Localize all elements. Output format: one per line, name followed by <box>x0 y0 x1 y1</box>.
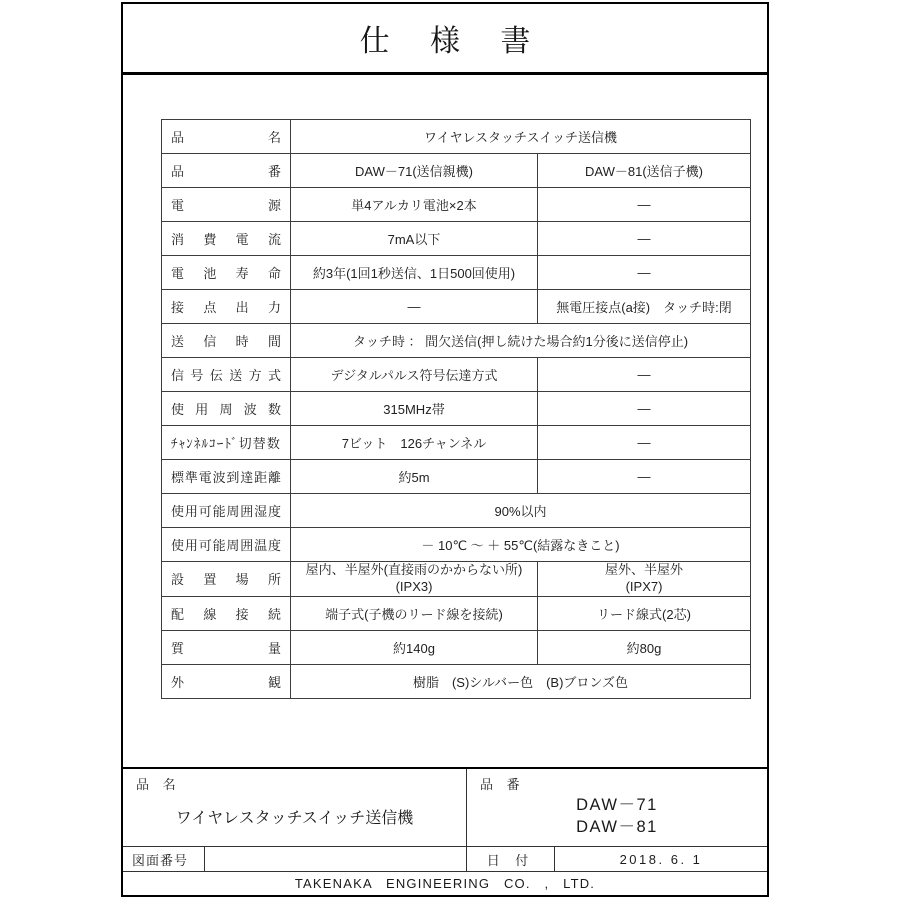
table-row <box>162 494 751 528</box>
model-number-line: DAW－81 <box>576 817 658 836</box>
document-frame <box>121 2 769 897</box>
spec-cell: 約80g <box>538 630 751 664</box>
spec-cell-line: (IPX7) <box>625 578 663 594</box>
row-label: 電源 <box>162 188 291 222</box>
row-label: ﾁｬﾝﾈﾙｺｰﾄﾞ切替数 <box>162 426 291 460</box>
company-row <box>123 872 767 895</box>
product-name-cell <box>123 769 467 846</box>
title-box <box>123 4 767 75</box>
table-row <box>162 596 751 630</box>
title-block <box>123 767 767 895</box>
table-row <box>162 460 751 494</box>
spec-cell: DAW－71(送信親機) <box>291 154 538 188</box>
spec-cell-line: 屋内、半屋外(直接雨のかからない所) <box>305 562 523 577</box>
spec-cell: — <box>538 426 751 460</box>
model-number-cell <box>467 769 767 846</box>
company-name: TAKENAKA ENGINEERING CO. , LTD. <box>294 876 596 891</box>
row-label: 消費電流 <box>162 222 291 256</box>
table-row <box>162 664 751 698</box>
spec-cell: 約140g <box>291 630 538 664</box>
spec-cell <box>538 562 751 597</box>
spec-cell: 約3年(1回1秒送信、1日500回使用) <box>291 256 538 290</box>
spec-cell: — <box>538 392 751 426</box>
table-row <box>162 222 751 256</box>
date-label: 日 付 <box>467 847 555 871</box>
product-name-label: 品 名 <box>136 777 181 792</box>
table-row <box>162 528 751 562</box>
row-label: 電池寿命 <box>162 256 291 290</box>
spec-cell: 315MHz帯 <box>291 392 538 426</box>
spec-cell: — <box>538 460 751 494</box>
spec-cell <box>291 562 538 597</box>
row-label: 信号伝送方式 <box>162 358 291 392</box>
spec-cell: 無電圧接点(a接) タッチ時:閉 <box>538 290 751 324</box>
row-label: 送信時間 <box>162 324 291 358</box>
spec-cell: — <box>538 188 751 222</box>
spec-cell: 端子式(子機のリード線を接続) <box>291 596 538 630</box>
spec-cell: — <box>538 358 751 392</box>
row-label: 品名 <box>162 120 291 154</box>
page-title: 仕 様 書 <box>359 25 547 58</box>
table-row <box>162 120 751 154</box>
spec-cell: リード線式(2芯) <box>538 596 751 630</box>
date-value: 2018. 6. 1 <box>619 851 703 867</box>
spec-cell: DAW－81(送信子機) <box>538 154 751 188</box>
spec-cell: 90%以内 <box>291 494 751 528</box>
model-number-value <box>576 795 658 839</box>
spec-cell: デジタルパルス符号伝達方式 <box>291 358 538 392</box>
model-number-label: 品 番 <box>480 777 525 792</box>
table-row <box>162 154 751 188</box>
spec-cell: － 10℃ ～ ＋ 55℃(結露なきこと) <box>291 528 751 562</box>
table-row <box>162 426 751 460</box>
table-row <box>162 290 751 324</box>
spec-cell: — <box>538 222 751 256</box>
drawing-number-value <box>205 847 467 871</box>
row-label: 設置場所 <box>162 562 291 597</box>
spec-cell-line: (IPX3) <box>395 578 433 594</box>
table-row <box>162 188 751 222</box>
row-label: 使用周波数 <box>162 392 291 426</box>
row-label: 標準電波到達距離 <box>162 460 291 494</box>
spec-cell: タッチ時 ： 間欠送信(押し続けた場合約1分後に送信停止) <box>291 324 751 358</box>
row-label: 使用可能周囲温度 <box>162 528 291 562</box>
table-row <box>162 392 751 426</box>
drawing-number-label: 図面番号 <box>123 847 205 871</box>
table-row <box>162 324 751 358</box>
row-label: 使用可能周囲湿度 <box>162 494 291 528</box>
title-block-main-row <box>123 769 767 847</box>
row-label: 品番 <box>162 154 291 188</box>
spec-cell: ワイヤレスタッチスイッチ送信機 <box>291 120 751 154</box>
table-row <box>162 562 751 597</box>
spec-cell: — <box>538 256 751 290</box>
table-row <box>162 256 751 290</box>
spec-table <box>161 119 751 699</box>
spec-cell-line: 屋外、半屋外 <box>604 562 683 577</box>
spec-cell: 約5m <box>291 460 538 494</box>
table-row <box>162 358 751 392</box>
row-label: 質量 <box>162 630 291 664</box>
model-number-line: DAW－71 <box>576 795 658 814</box>
row-label: 外観 <box>162 664 291 698</box>
table-row <box>162 630 751 664</box>
spec-table-area <box>123 75 767 767</box>
spec-cell: 樹脂 (S)シルバー色 (B)ブロンズ色 <box>291 664 751 698</box>
row-label: 接点出力 <box>162 290 291 324</box>
product-name-value: ワイヤレスタッチスイッチ送信機 <box>175 810 414 827</box>
spec-cell: 単4アルカリ電池×2本 <box>291 188 538 222</box>
title-block-meta-row <box>123 847 767 872</box>
row-label: 配線接続 <box>162 596 291 630</box>
spec-cell: 7ビット 126チャンネル <box>291 426 538 460</box>
spec-cell: 7mA以下 <box>291 222 538 256</box>
spec-cell: — <box>291 290 538 324</box>
